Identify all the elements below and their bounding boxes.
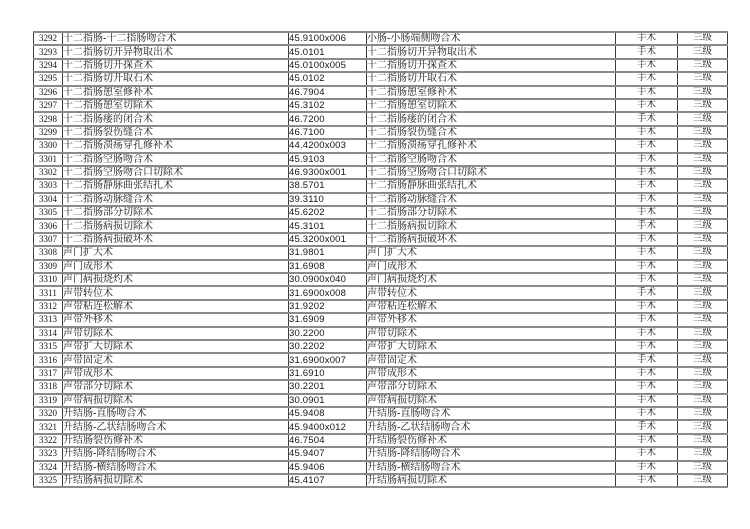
level-cell: 三级 [678,474,728,487]
category-cell: 手术 [616,99,678,112]
table-row [34,72,728,85]
procedure-code-cell: 31.6908 [289,260,367,273]
procedure-name-cell: 声带病损切除术 [63,394,289,407]
procedure-code-cell: 45.0100x005 [289,59,367,72]
level-cell: 三级 [678,139,728,152]
procedure-code-cell: 45.9103 [289,153,367,166]
level-cell: 三级 [678,193,728,206]
table-row [34,206,728,219]
row-number-cell: 3301 [34,153,63,166]
category-cell: 手术 [616,434,678,447]
row-number-cell: 3302 [34,166,63,179]
procedure-name-cell: 声带扩大切除术 [63,340,289,353]
category-cell: 手术 [616,126,678,139]
procedure-name-cell: 十二指肠切开取石术 [63,72,289,85]
procedure-name-cell: 十二指肠静脉曲张结扎术 [63,179,289,192]
category-cell: 手术 [616,286,678,299]
mapped-procedure-name-cell: 十二指肠瘘的闭合术 [367,112,616,125]
mapped-procedure-name-cell: 升结肠-横结肠吻合术 [367,461,616,474]
mapped-procedure-name-cell: 十二指肠切开取石术 [367,72,616,85]
category-cell: 手术 [616,474,678,487]
row-number-cell: 3315 [34,340,63,353]
procedure-name-cell: 十二指肠憩室切除术 [63,99,289,112]
procedure-code-cell: 46.7904 [289,86,367,99]
procedure-code-cell: 46.7100 [289,126,367,139]
procedure-code-cell: 39.3110 [289,193,367,206]
level-cell: 三级 [678,126,728,139]
category-cell: 手术 [616,206,678,219]
table-row [34,45,728,58]
table-row [34,447,728,460]
level-cell: 三级 [678,233,728,246]
procedure-name-cell: 声带外移术 [63,313,289,326]
category-cell: 手术 [616,340,678,353]
level-cell: 三级 [678,59,728,72]
procedure-code-cell: 30.2202 [289,340,367,353]
level-cell: 三级 [678,407,728,420]
mapped-procedure-name-cell: 十二指肠空肠吻合术 [367,153,616,166]
category-cell: 手术 [616,59,678,72]
level-cell: 三级 [678,99,728,112]
procedure-code-cell: 45.9400x012 [289,420,367,433]
level-cell: 三级 [678,394,728,407]
row-number-cell: 3322 [34,434,63,447]
table-row [34,461,728,474]
row-number-cell: 3300 [34,139,63,152]
category-cell: 手术 [616,153,678,166]
procedure-name-cell: 声带部分切除术 [63,380,289,393]
mapped-procedure-name-cell: 声门成形术 [367,260,616,273]
mapped-procedure-name-cell: 十二指肠病损破坏术 [367,233,616,246]
procedure-code-cell: 31.6909 [289,313,367,326]
level-cell: 三级 [678,153,728,166]
category-cell: 手术 [616,139,678,152]
mapped-procedure-name-cell: 声带外移术 [367,313,616,326]
table-row [34,273,728,286]
table-row [34,112,728,125]
table-row [34,380,728,393]
row-number-cell: 3306 [34,219,63,232]
procedure-code-cell: 31.6910 [289,367,367,380]
mapped-procedure-name-cell: 小肠-小肠端侧吻合术 [367,32,616,45]
mapped-procedure-name-cell: 声带扩大切除术 [367,340,616,353]
mapped-procedure-name-cell: 十二指肠溃疡穿孔修补术 [367,139,616,152]
mapped-procedure-name-cell: 声带固定术 [367,353,616,366]
table-row [34,126,728,139]
row-number-cell: 3313 [34,313,63,326]
level-cell: 三级 [678,340,728,353]
category-cell: 手术 [616,407,678,420]
level-cell: 三级 [678,434,728,447]
procedure-name-cell: 声门病损烧灼术 [63,273,289,286]
level-cell: 三级 [678,179,728,192]
procedure-name-cell: 声门扩大术 [63,246,289,259]
row-number-cell: 3304 [34,193,63,206]
procedure-code-cell: 31.6900x008 [289,286,367,299]
category-cell: 手术 [616,353,678,366]
row-number-cell: 3319 [34,394,63,407]
procedure-name-cell: 十二指肠-十二指肠吻合术 [63,32,289,45]
procedure-code-cell: 30.2201 [289,380,367,393]
procedure-name-cell: 升结肠-降结肠吻合术 [63,447,289,460]
level-cell: 三级 [678,367,728,380]
procedure-table-body [34,32,728,487]
mapped-procedure-name-cell: 十二指肠动脉缝合术 [367,193,616,206]
row-number-cell: 3311 [34,286,63,299]
level-cell: 三级 [678,313,728,326]
level-cell: 三级 [678,32,728,45]
table-row [34,407,728,420]
row-number-cell: 3316 [34,353,63,366]
table-row [34,153,728,166]
procedure-table [33,31,728,488]
level-cell: 三级 [678,273,728,286]
category-cell: 手术 [616,219,678,232]
category-cell: 手术 [616,420,678,433]
procedure-code-cell: 30.2200 [289,327,367,340]
category-cell: 手术 [616,461,678,474]
mapped-procedure-name-cell: 十二指肠静脉曲张结扎术 [367,179,616,192]
mapped-procedure-name-cell: 十二指肠憩室修补术 [367,86,616,99]
row-number-cell: 3314 [34,327,63,340]
level-cell: 三级 [678,45,728,58]
category-cell: 手术 [616,380,678,393]
table-row [34,99,728,112]
level-cell: 三级 [678,461,728,474]
procedure-code-cell: 31.9202 [289,300,367,313]
level-cell: 三级 [678,380,728,393]
table-row [34,166,728,179]
procedure-code-cell: 44.4200x003 [289,139,367,152]
level-cell: 三级 [678,300,728,313]
procedure-name-cell: 声带转位术 [63,286,289,299]
procedure-code-cell: 45.3200x001 [289,233,367,246]
level-cell: 三级 [678,327,728,340]
row-number-cell: 3324 [34,461,63,474]
mapped-procedure-name-cell: 声带部分切除术 [367,380,616,393]
category-cell: 手术 [616,86,678,99]
level-cell: 三级 [678,260,728,273]
level-cell: 三级 [678,219,728,232]
procedure-name-cell: 升结肠裂伤修补术 [63,434,289,447]
level-cell: 三级 [678,246,728,259]
procedure-name-cell: 升结肠-直肠吻合术 [63,407,289,420]
mapped-procedure-name-cell: 十二指肠切开异物取出术 [367,45,616,58]
category-cell: 手术 [616,179,678,192]
row-number-cell: 3294 [34,59,63,72]
category-cell: 手术 [616,260,678,273]
table-row [34,286,728,299]
row-number-cell: 3295 [34,72,63,85]
table-row [34,59,728,72]
category-cell: 手术 [616,300,678,313]
table-row [34,300,728,313]
category-cell: 手术 [616,233,678,246]
procedure-code-cell: 31.6900x007 [289,353,367,366]
procedure-name-cell: 十二指肠空肠吻合术 [63,153,289,166]
mapped-procedure-name-cell: 升结肠病损切除术 [367,474,616,487]
category-cell: 手术 [616,193,678,206]
table-row [34,367,728,380]
procedure-code-cell: 45.3101 [289,219,367,232]
level-cell: 三级 [678,86,728,99]
procedure-name-cell: 十二指肠病损切除术 [63,219,289,232]
table-row [34,260,728,273]
row-number-cell: 3303 [34,179,63,192]
procedure-name-cell: 声门成形术 [63,260,289,273]
mapped-procedure-name-cell: 升结肠裂伤修补术 [367,434,616,447]
row-number-cell: 3296 [34,86,63,99]
category-cell: 手术 [616,112,678,125]
procedure-code-cell: 45.3102 [289,99,367,112]
row-number-cell: 3297 [34,99,63,112]
row-number-cell: 3320 [34,407,63,420]
row-number-cell: 3305 [34,206,63,219]
procedure-code-cell: 38.5701 [289,179,367,192]
mapped-procedure-name-cell: 声门病损烧灼术 [367,273,616,286]
level-cell: 三级 [678,286,728,299]
procedure-name-cell: 十二指肠瘘的闭合术 [63,112,289,125]
procedure-code-cell: 45.0102 [289,72,367,85]
category-cell: 手术 [616,32,678,45]
procedure-code-cell: 45.9408 [289,407,367,420]
procedure-code-cell: 31.9801 [289,246,367,259]
procedure-code-cell: 45.9406 [289,461,367,474]
table-row [34,394,728,407]
row-number-cell: 3323 [34,447,63,460]
procedure-code-cell: 30.0901 [289,394,367,407]
procedure-code-cell: 45.0101 [289,45,367,58]
procedure-code-cell: 45.6202 [289,206,367,219]
category-cell: 手术 [616,273,678,286]
procedure-code-cell: 46.9300x001 [289,166,367,179]
mapped-procedure-name-cell: 声带成形术 [367,367,616,380]
level-cell: 三级 [678,353,728,366]
mapped-procedure-name-cell: 十二指肠憩室切除术 [367,99,616,112]
procedure-code-cell: 45.9100x006 [289,32,367,45]
row-number-cell: 3309 [34,260,63,273]
category-cell: 手术 [616,394,678,407]
procedure-name-cell: 十二指肠病损破坏术 [63,233,289,246]
procedure-name-cell: 十二指肠裂伤缝合术 [63,126,289,139]
level-cell: 三级 [678,112,728,125]
procedure-name-cell: 升结肠-乙状结肠吻合术 [63,420,289,433]
row-number-cell: 3325 [34,474,63,487]
mapped-procedure-name-cell: 十二指肠部分切除术 [367,206,616,219]
procedure-code-cell: 45.4107 [289,474,367,487]
level-cell: 三级 [678,206,728,219]
row-number-cell: 3321 [34,420,63,433]
mapped-procedure-name-cell: 声带粘连松解术 [367,300,616,313]
procedure-code-cell: 46.7504 [289,434,367,447]
procedure-name-cell: 十二指肠憩室修补术 [63,86,289,99]
procedure-code-cell: 46.7200 [289,112,367,125]
procedure-name-cell: 十二指肠溃疡穿孔修补术 [63,139,289,152]
table-row [34,353,728,366]
category-cell: 手术 [616,313,678,326]
procedure-name-cell: 声带粘连松解术 [63,300,289,313]
table-row [34,327,728,340]
row-number-cell: 3299 [34,126,63,139]
category-cell: 手术 [616,447,678,460]
mapped-procedure-name-cell: 十二指肠空肠吻合口切除术 [367,166,616,179]
category-cell: 手术 [616,166,678,179]
mapped-procedure-name-cell: 声带转位术 [367,286,616,299]
row-number-cell: 3308 [34,246,63,259]
row-number-cell: 3298 [34,112,63,125]
category-cell: 手术 [616,327,678,340]
table-row [34,193,728,206]
row-number-cell: 3310 [34,273,63,286]
procedure-name-cell: 升结肠-横结肠吻合术 [63,461,289,474]
mapped-procedure-name-cell: 声带病损切除术 [367,394,616,407]
procedure-name-cell: 声带切除术 [63,327,289,340]
category-cell: 手术 [616,72,678,85]
mapped-procedure-name-cell: 十二指肠切开探查术 [367,59,616,72]
table-row [34,434,728,447]
row-number-cell: 3292 [34,32,63,45]
table-row [34,32,728,45]
table-row [34,219,728,232]
mapped-procedure-name-cell: 十二指肠裂伤缝合术 [367,126,616,139]
procedure-name-cell: 声带固定术 [63,353,289,366]
row-number-cell: 3307 [34,233,63,246]
category-cell: 手术 [616,246,678,259]
mapped-procedure-name-cell: 十二指肠病损切除术 [367,219,616,232]
row-number-cell: 3312 [34,300,63,313]
table-row [34,179,728,192]
category-cell: 手术 [616,367,678,380]
table-row [34,246,728,259]
mapped-procedure-name-cell: 升结肠-乙状结肠吻合术 [367,420,616,433]
row-number-cell: 3293 [34,45,63,58]
procedure-name-cell: 十二指肠切开异物取出术 [63,45,289,58]
procedure-code-cell: 30.0900x040 [289,273,367,286]
mapped-procedure-name-cell: 升结肠-降结肠吻合术 [367,447,616,460]
procedure-name-cell: 十二指肠部分切除术 [63,206,289,219]
level-cell: 三级 [678,447,728,460]
procedure-name-cell: 声带成形术 [63,367,289,380]
table-row [34,139,728,152]
category-cell: 手术 [616,45,678,58]
table-row [34,474,728,487]
table-row [34,233,728,246]
row-number-cell: 3317 [34,367,63,380]
mapped-procedure-name-cell: 升结肠-直肠吻合术 [367,407,616,420]
table-row [34,86,728,99]
table-row [34,340,728,353]
mapped-procedure-name-cell: 声带切除术 [367,327,616,340]
procedure-code-cell: 45.9407 [289,447,367,460]
row-number-cell: 3318 [34,380,63,393]
mapped-procedure-name-cell: 声门扩大术 [367,246,616,259]
procedure-name-cell: 十二指肠切开探查术 [63,59,289,72]
level-cell: 三级 [678,420,728,433]
procedure-name-cell: 升结肠病损切除术 [63,474,289,487]
level-cell: 三级 [678,166,728,179]
table-row [34,420,728,433]
procedure-name-cell: 十二指肠空肠吻合口切除术 [63,166,289,179]
table-row [34,313,728,326]
procedure-name-cell: 十二指肠动脉缝合术 [63,193,289,206]
level-cell: 三级 [678,72,728,85]
